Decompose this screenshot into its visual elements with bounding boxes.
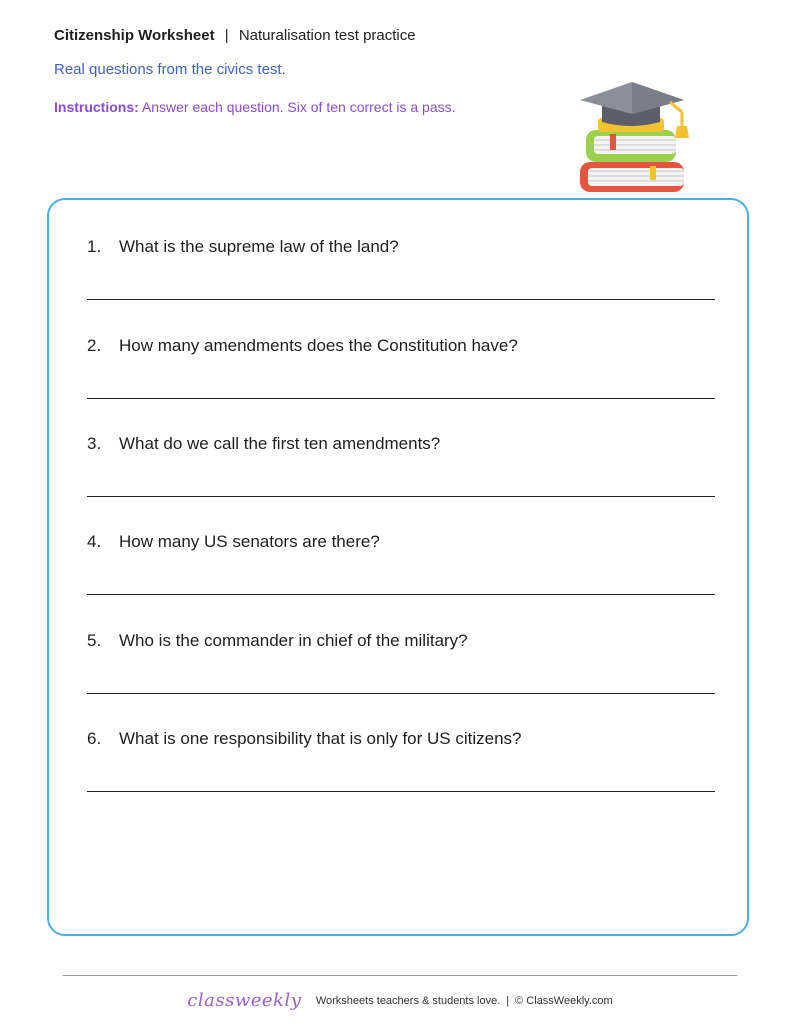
copyright-text: © ClassWeekly.com xyxy=(515,994,613,1007)
header-separator: | xyxy=(224,27,229,44)
brand-logo: classweekly xyxy=(187,990,302,1011)
footer xyxy=(0,990,800,1011)
answer-line[interactable] xyxy=(87,693,715,694)
worksheet-header xyxy=(54,27,416,44)
instructions xyxy=(54,99,456,115)
question-text xyxy=(87,532,380,552)
worksheet-title: Citizenship Worksheet xyxy=(54,27,215,44)
question-prompt: What is the supreme law of the land? xyxy=(119,237,399,256)
question-item xyxy=(87,434,715,534)
question-prompt: Who is the commander in chief of the military? xyxy=(119,631,468,650)
footer-separator: | xyxy=(506,994,510,1007)
question-item xyxy=(87,631,715,731)
question-text xyxy=(87,631,468,651)
footer-divider xyxy=(63,975,737,976)
question-item xyxy=(87,336,715,436)
instructions-text: Answer each question. Six of ten correct is a pass. xyxy=(141,99,456,115)
question-number: 1. xyxy=(87,237,102,256)
answer-line[interactable] xyxy=(87,594,715,595)
question-text xyxy=(87,434,440,454)
question-item xyxy=(87,237,715,337)
answer-line[interactable] xyxy=(87,496,715,497)
question-prompt: What is one responsibility that is only for US citizens? xyxy=(119,729,522,748)
answer-line[interactable] xyxy=(87,299,715,300)
question-number: 6. xyxy=(87,729,102,748)
question-item xyxy=(87,532,715,632)
question-number: 5. xyxy=(87,631,102,650)
question-prompt: How many amendments does the Constitution have? xyxy=(119,336,518,355)
worksheet-topic: Naturalisation test practice xyxy=(238,27,416,44)
question-text xyxy=(87,729,522,749)
question-text xyxy=(87,336,518,356)
question-number: 3. xyxy=(87,434,102,453)
footer-tagline xyxy=(316,995,613,1007)
answer-line[interactable] xyxy=(87,398,715,399)
question-prompt: What do we call the first ten amendments? xyxy=(119,434,441,453)
question-prompt: How many US senators are there? xyxy=(119,532,380,551)
question-item xyxy=(87,729,715,829)
question-number: 2. xyxy=(87,336,102,355)
answer-line[interactable] xyxy=(87,791,715,792)
worksheet-subtitle: Real questions from the civics test. xyxy=(54,61,286,78)
tagline-text: Worksheets teachers & students love. xyxy=(315,994,501,1007)
question-box xyxy=(47,198,749,936)
question-text xyxy=(87,237,399,257)
question-number: 4. xyxy=(87,532,102,551)
instructions-label: Instructions: xyxy=(54,99,139,115)
graduation-cap-on-books-icon xyxy=(574,78,694,198)
